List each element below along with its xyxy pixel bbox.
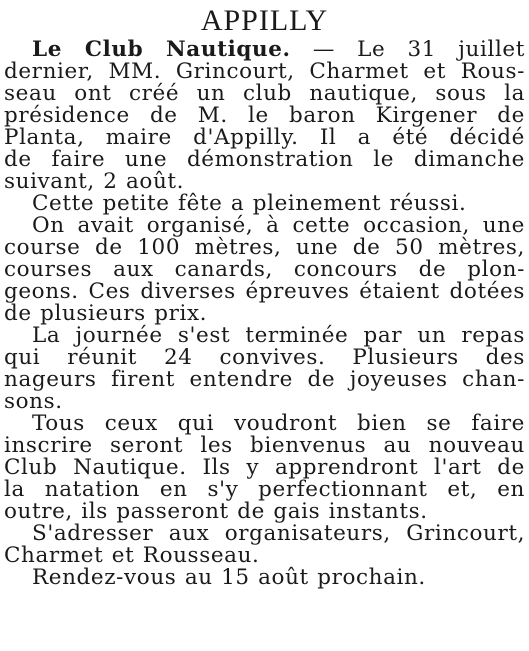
article-headline: APPILLY bbox=[200, 4, 329, 37]
article-line-text: — Le 31 juillet bbox=[290, 37, 525, 62]
article-line: Charmet et Rousseau. bbox=[4, 543, 260, 568]
article-line: S'adresser aux organisateurs, Grincourt, bbox=[32, 521, 525, 546]
article-line: Tous ceux qui voudront bien se faire bbox=[32, 411, 525, 436]
article-line: inscrire seront les bienvenus au nouveau bbox=[4, 433, 525, 458]
article-line: de plusieurs prix. bbox=[4, 301, 208, 326]
article-line: dernier, MM. Grincourt, Charmet et Rous- bbox=[4, 59, 525, 84]
article-line: la natation en s'y perfectionnant et, en bbox=[4, 477, 525, 502]
article-line: geons. Ces diverses épreuves étaient dotées bbox=[4, 279, 525, 304]
article-line: de faire une démonstration le dimanche bbox=[4, 147, 525, 172]
article-line: La journée s'est terminée par un repas bbox=[32, 323, 525, 348]
newspaper-article bbox=[4, 4, 525, 589]
article-line: sons. bbox=[4, 389, 63, 414]
article-line: outre, ils passeront de gais instants. bbox=[4, 499, 428, 524]
article-body bbox=[4, 39, 525, 589]
article-line: course de 100 mètres, une de 50 mètres, bbox=[4, 235, 525, 260]
article-line: nageurs firent entendre de joyeuses chan- bbox=[4, 367, 525, 392]
article-line: Rendez-vous au 15 août prochain. bbox=[32, 565, 426, 590]
article-line: suivant, 2 août. bbox=[4, 169, 185, 194]
article-line: présidence de M. le baron Kirgener de bbox=[4, 103, 525, 128]
article-line: courses aux canards, concours de plon- bbox=[4, 257, 525, 282]
article-line bbox=[4, 39, 525, 61]
article-line: seau ont créé un club nautique, sous la bbox=[4, 81, 525, 106]
article-line: Cette petite fête a pleinement réussi. bbox=[32, 191, 467, 216]
article-lead: Le Club Nautique. bbox=[32, 37, 291, 62]
article-line: On avait organisé, à cette occasion, une bbox=[32, 213, 525, 238]
article-line: Planta, maire d'Appilly. Il a été décidé bbox=[4, 125, 525, 150]
article-line: Club Nautique. Ils y apprendront l'art de bbox=[4, 455, 525, 480]
article-line: qui réunit 24 convives. Plusieurs des bbox=[4, 345, 525, 370]
